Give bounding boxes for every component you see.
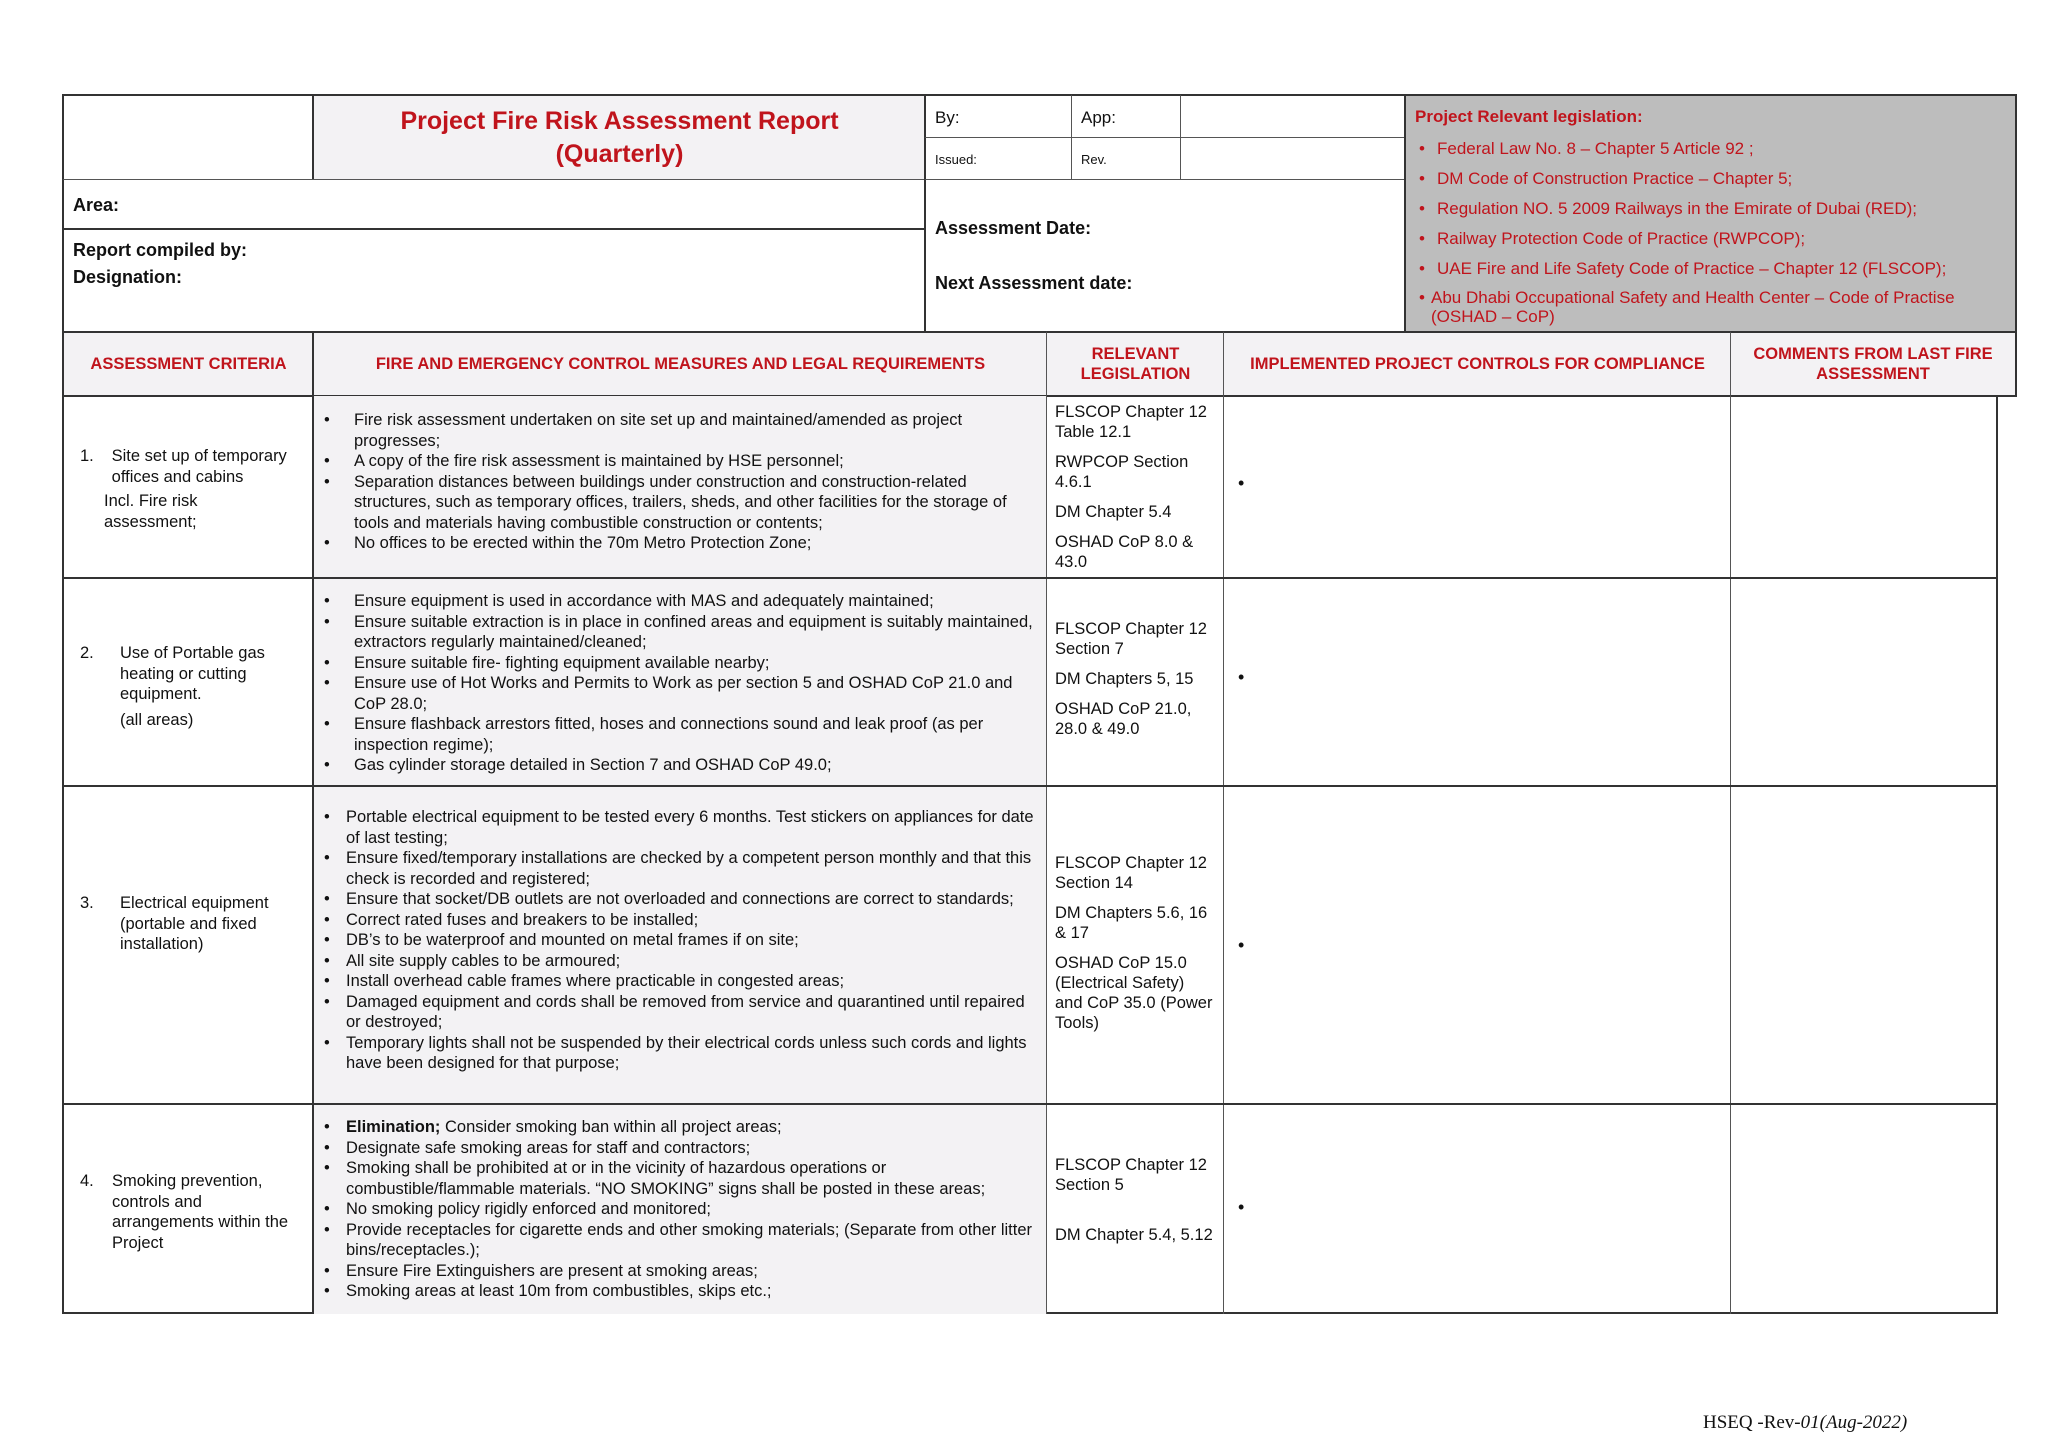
measures-cell [312, 1105, 1047, 1314]
col-header-measures: FIRE AND EMERGENCY CONTROL MEASURES AND LEGAL REQUIREMENTS [312, 331, 1047, 397]
measure-item: • Ensure Fire Extinguishers are present at smoking areas; [316, 1261, 1035, 1282]
criteria-text: Site set up of temporary offices and cabins [111, 447, 287, 486]
criteria-cell [62, 1105, 312, 1314]
area-label: Area: [73, 195, 120, 215]
legislation-cell [1046, 1105, 1224, 1314]
measure-item: • Ensure that socket/DB outlets are not overloaded and connections are correct to standards; [316, 889, 1035, 910]
legislation-ref: FLSCOP Chapter 12 Section 14 [1055, 854, 1207, 892]
criteria-number: 3. [80, 894, 94, 912]
criteria-text: Electrical equipment (portable and fixed installation) [120, 894, 269, 953]
compiled-label: Report compiled by: [73, 240, 248, 260]
area-cell [62, 179, 925, 229]
measure-item: • Ensure suitable extraction is in place in confined areas and equipment is suitably maintained, extractors regularly maintained/cleaned; [316, 612, 1035, 653]
report-subtitle: (Quarterly) [555, 140, 684, 168]
legislation-ref: DM Chapters 5, 15 [1055, 670, 1194, 688]
controls-cell [1223, 579, 1731, 787]
measure-item [316, 1117, 1035, 1138]
controls-cell [1223, 396, 1731, 578]
legislation-ref: DM Chapter 5.4 [1055, 503, 1172, 521]
measure-item-rest: Consider smoking ban within all project areas; [440, 1118, 782, 1136]
table-row [62, 1103, 1998, 1314]
report-title: Project Fire Risk Assessment Report [400, 107, 839, 135]
legislation-heading: Project Relevant legislation: [1415, 107, 1643, 126]
measure-item: • Designate safe smoking areas for staff and contractors; [316, 1138, 1035, 1159]
measure-item: • Ensure use of Hot Works and Permits to Work as per section 5 and OSHAD CoP 21.0 and CoP 28.0; [316, 673, 1035, 714]
legislation-ref: OSHAD CoP 15.0 (Electrical Safety) and CoP 35.0 (Power Tools) [1055, 954, 1213, 1032]
table-row [62, 785, 1998, 1105]
legislation-item: • Regulation NO. 5 2009 Railways in the Emirate of Dubai (RED); [1415, 198, 2015, 219]
issued-cell [924, 137, 1072, 180]
legislation-item: • DM Code of Construction Practice – Chapter 5; [1415, 168, 2015, 189]
document-reference [1703, 1412, 2003, 1438]
app-value-cell [1180, 94, 1405, 138]
measure-item-bold: Elimination; [346, 1118, 441, 1136]
measure-item: • All site supply cables to be armoured; [316, 951, 1035, 972]
dates-cell [924, 179, 1405, 332]
document-code: HSEQ -Rev- [1703, 1412, 1801, 1433]
legislation-ref: OSHAD CoP 21.0, 28.0 & 49.0 [1055, 700, 1192, 738]
col-header-criteria: ASSESSMENT CRITERIA [62, 331, 313, 397]
legislation-ref: FLSCOP Chapter 12 Section 7 [1055, 620, 1207, 658]
measure-item: • No offices to be erected within the 70m Metro Protection Zone; [316, 533, 1035, 554]
comments-cell [1730, 579, 1998, 787]
measure-item: • Gas cylinder storage detailed in Section 7 and OSHAD CoP 49.0; [316, 755, 1035, 776]
measure-item: • Ensure flashback arrestors fitted, hoses and connections sound and leak proof (as per inspection regime); [316, 714, 1035, 755]
legislation-ref: DM Chapters 5.6, 16 & 17 [1055, 904, 1208, 942]
legislation-ref: RWPCOP Section 4.6.1 [1055, 453, 1189, 491]
legislation-item: • Abu Dhabi Occupational Safety and Health Center – Code of Practise (OSHAD – CoP) [1415, 288, 2015, 326]
measures-cell [312, 787, 1047, 1105]
controls-bullet: • [1238, 667, 1245, 687]
measure-item: • No smoking policy rigidly enforced and monitored; [316, 1199, 1035, 1220]
next-assessment-label: Next Assessment date: [935, 273, 1133, 293]
legislation-box [1404, 94, 2017, 332]
criteria-number: 4. [80, 1172, 94, 1190]
criteria-text: Use of Portable gas heating or cutting equipment. [120, 644, 265, 703]
table-row [62, 577, 1998, 787]
comments-cell [1730, 1105, 1998, 1314]
legislation-ref: FLSCOP Chapter 12 Table 12.1 [1055, 403, 1207, 441]
criteria-cell [62, 787, 312, 1105]
col-header-legislation: RELEVANT LEGISLATION [1046, 331, 1224, 397]
measures-cell [312, 579, 1047, 787]
document-revision: 01(Aug-2022) [1800, 1412, 1908, 1433]
app-cell [1071, 94, 1181, 138]
legislation-ref: DM Chapter 5.4, 5.12 [1055, 1226, 1213, 1244]
rev-label: Rev. [1081, 152, 1107, 167]
measure-item: • Correct rated fuses and breakers to be installed; [316, 910, 1035, 931]
controls-bullet: • [1238, 1197, 1245, 1217]
controls-cell [1223, 787, 1731, 1105]
measure-item: • Install overhead cable frames where practicable in congested areas; [316, 971, 1035, 992]
measure-item: • Smoking shall be prohibited at or in the vicinity of hazardous operations or combustible/flammable materials. “NO SMOKING” signs shall be posted in these areas; [316, 1158, 1035, 1199]
comments-cell [1730, 787, 1998, 1105]
measure-item: • Damaged equipment and cords shall be removed from service and quarantined until repaired or destroyed; [316, 992, 1035, 1033]
assessment-date-label: Assessment Date: [935, 218, 1092, 238]
measures-cell [312, 396, 1047, 578]
measure-item: • DB’s to be waterproof and mounted on metal frames if on site; [316, 930, 1035, 951]
criteria-number: 1. [80, 447, 94, 465]
designation-label: Designation: [73, 267, 183, 287]
measure-item: • Temporary lights shall not be suspended by their electrical cords unless such cords and lights have been designed for that purpose; [316, 1033, 1035, 1074]
legislation-item: • Railway Protection Code of Practice (RWPCOP); [1415, 228, 2015, 249]
rev-value-cell [1180, 137, 1405, 180]
criteria-cell [62, 396, 312, 578]
table-row [62, 396, 1998, 578]
measure-item: • A copy of the fire risk assessment is maintained by HSE personnel; [316, 451, 1035, 472]
app-label: App: [1081, 108, 1116, 127]
measure-item: • Smoking areas at least 10m from combustibles, skips etc.; [316, 1281, 1035, 1302]
measure-item: • Separation distances between buildings under construction and construction-related structures, such as temporary offices, trailers, sheds, and other facilities for the storage of tools and materials having combustible construction or contents; [316, 472, 1035, 534]
by-cell [924, 94, 1072, 138]
legislation-item: • Federal Law No. 8 – Chapter 5 Article 92 ; [1415, 138, 2015, 159]
legislation-cell [1046, 579, 1224, 787]
criteria-text: Smoking prevention, controls and arrangements within the Project [112, 1172, 289, 1252]
measure-item: • Provide receptacles for cigarette ends and other smoking materials; (Separate from other litter bins/receptacles.); [316, 1220, 1035, 1261]
col-header-comments: COMMENTS FROM LAST FIRE ASSESSMENT [1730, 331, 2017, 397]
controls-bullet: • [1238, 473, 1245, 493]
measure-item: • Fire risk assessment undertaken on site set up and maintained/amended as project progresses; [316, 410, 1035, 451]
legislation-cell [1046, 787, 1224, 1105]
logo-cell [62, 94, 313, 180]
compiled-cell [62, 228, 925, 332]
by-label: By: [935, 108, 960, 127]
legislation-ref: FLSCOP Chapter 12 Section 5 [1055, 1156, 1207, 1194]
criteria-number: 2. [80, 644, 94, 662]
issued-label: Issued: [935, 152, 977, 167]
comments-cell [1730, 396, 1998, 578]
controls-bullet: • [1238, 935, 1245, 955]
col-header-controls: IMPLEMENTED PROJECT CONTROLS FOR COMPLIANCE [1223, 331, 1731, 397]
measure-item: • Ensure fixed/temporary installations are checked by a competent person monthly and that this check is recorded and registered; [316, 848, 1035, 889]
criteria-cell [62, 579, 312, 787]
legislation-ref: OSHAD CoP 8.0 & 43.0 [1055, 533, 1194, 571]
report-title-cell [312, 94, 925, 180]
criteria-note: (all areas) [120, 710, 194, 729]
rev-cell [1071, 137, 1181, 180]
controls-cell [1223, 1105, 1731, 1314]
measure-item: • Portable electrical equipment to be tested every 6 months. Test stickers on appliances for date of last testing; [316, 807, 1035, 848]
criteria-note: Incl. Fire risk assessment; [104, 492, 198, 531]
legislation-cell [1046, 396, 1224, 578]
measure-item: • Ensure suitable fire- fighting equipment available nearby; [316, 653, 1035, 674]
measure-item: • Ensure equipment is used in accordance with MAS and adequately maintained; [316, 591, 1035, 612]
legislation-item: • UAE Fire and Life Safety Code of Practice – Chapter 12 (FLSCOP); [1415, 258, 2015, 279]
